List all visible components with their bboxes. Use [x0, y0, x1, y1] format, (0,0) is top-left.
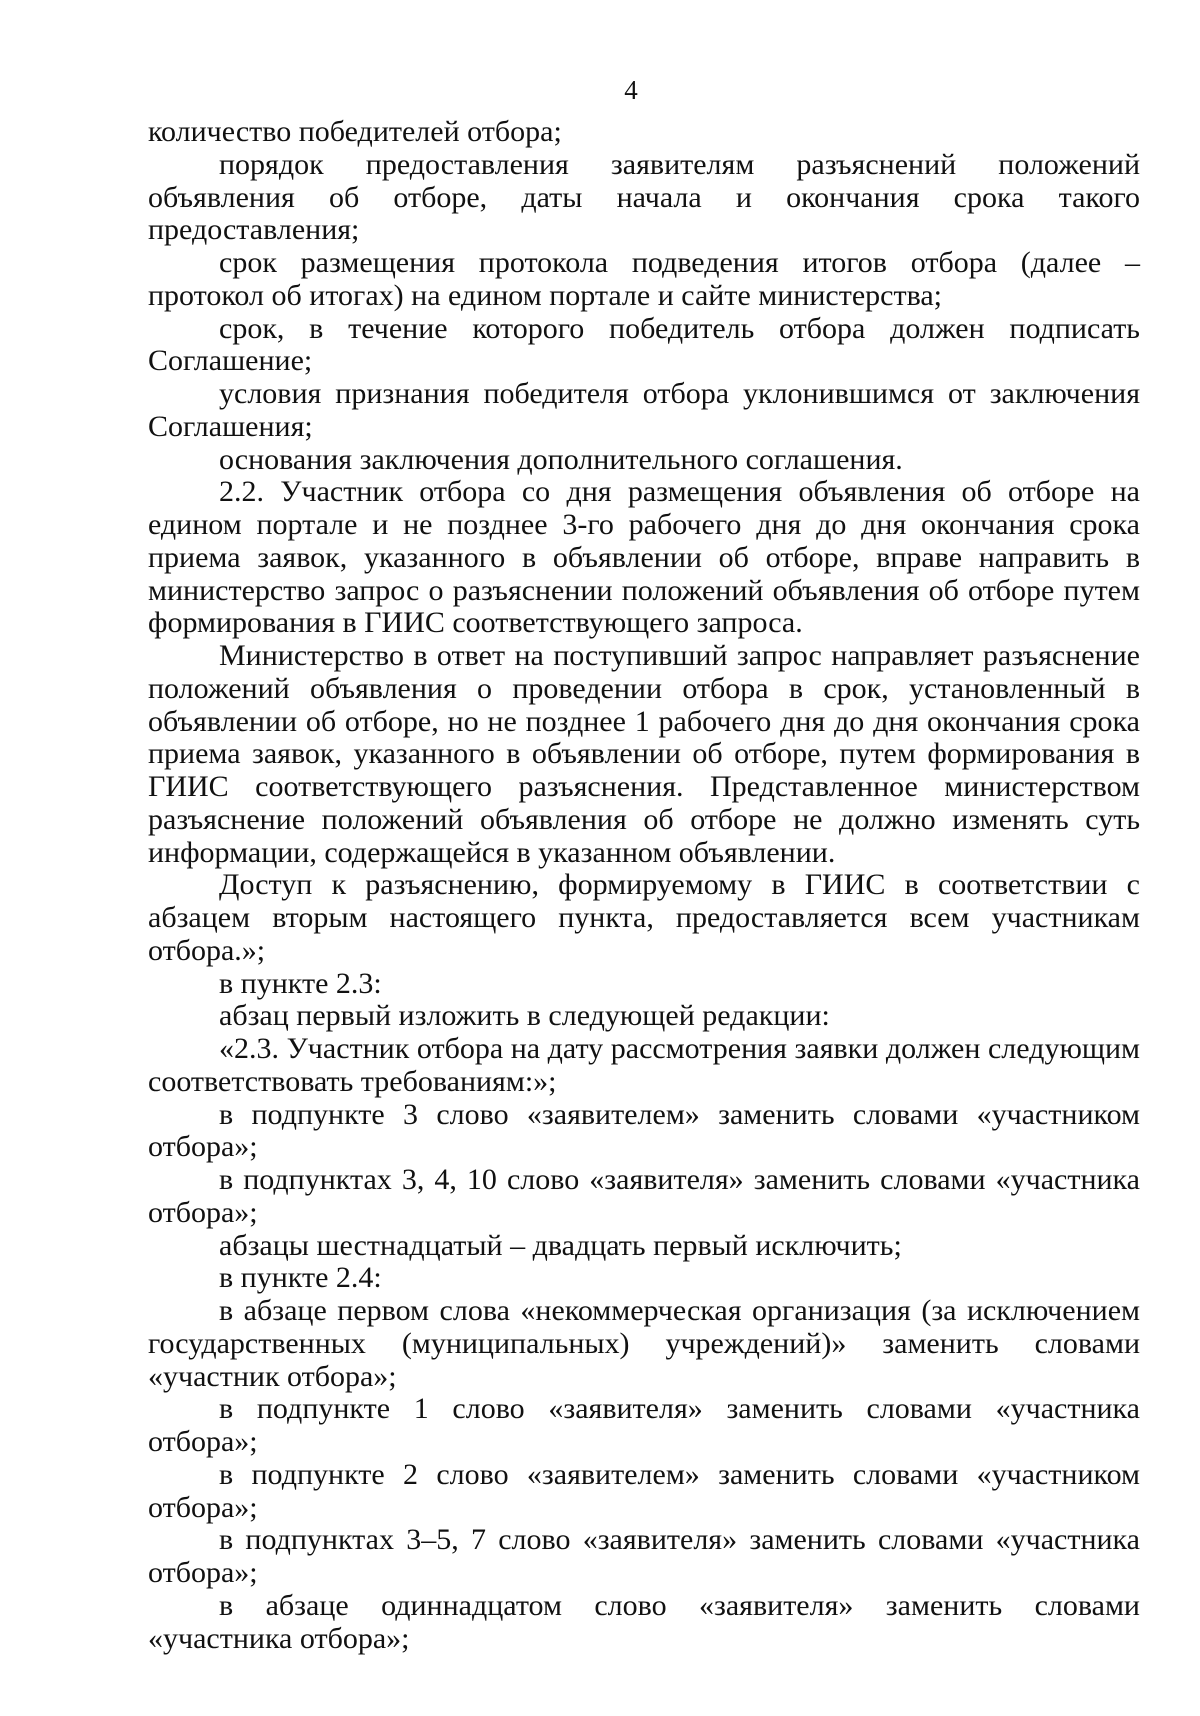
- paragraph-first-abzac-replace: в абзаце первом слова «некоммерческая организация (за исключением государственных (муниципальных) учреждений)» заменить словами «участник отбора»;: [148, 1294, 1140, 1393]
- paragraph-clause-2-4-heading: в пункте 2.4:: [219, 1261, 382, 1295]
- paragraph-subclauses-3-4-10-replace: в подпунктах 3, 4, 10 слово «заявителя» заменить словами «участника отбора»;: [148, 1163, 1140, 1229]
- paragraph-subclauses-3-5-7-replace: в подпунктах 3–5, 7 слово «заявителя» заменить словами «участника отбора»;: [148, 1523, 1140, 1589]
- paragraph-signing-term: срок, в течение которого победитель отбора должен подписать Соглашение;: [148, 311, 1140, 378]
- page-number: 4: [624, 75, 638, 105]
- paragraph-abzacs-exclude: абзацы шестнадцатый – двадцать первый исключить;: [219, 1228, 902, 1262]
- paragraph-clause-2-2: 2.2. Участник отбора со дня размещения объявления об отборе на едином портале и не позднее 3-го рабочего дня до дня окончания срока приема заявок, указанного в объявлении об отборе, вправе направить в министерство запрос о разъяснении положений объявления об отборе путем формирования в ГИИС соответствующего запроса.: [148, 475, 1140, 640]
- document-body: [148, 116, 1140, 1655]
- paragraph-subclause-1-replace: в подпункте 1 слово «заявителя» заменить словами «участника отбора»;: [148, 1392, 1140, 1458]
- paragraph-clause-2-3-heading: в пункте 2.3:: [219, 966, 382, 1000]
- paragraph-clause-2-3-text: «2.3. Участник отбора на дату рассмотрения заявки должен следующим соответствовать требованиям:»;: [148, 1032, 1140, 1098]
- paragraph-eleventh-abzac-replace: в абзаце одиннадцатом слово «заявителя» заменить словами «участника отбора»;: [148, 1588, 1140, 1655]
- paragraph-subclause-2-replace: в подпункте 2 слово «заявителем» заменить словами «участником отбора»;: [148, 1457, 1140, 1524]
- paragraph-protocol-placement: срок размещения протокола подведения итогов отбора (далее – протокол об итогах) на едином портале и сайте министерства;: [148, 246, 1140, 312]
- paragraph-clarification-procedure: порядок предоставления заявителям разъяснений положений объявления об отборе, даты начала и окончания срока такого предоставления;: [148, 147, 1140, 247]
- paragraph-subclause-3-replace: в подпункте 3 слово «заявителем» заменить словами «участником отбора»;: [148, 1097, 1140, 1164]
- paragraph-clarification-access: Доступ к разъяснению, формируемому в ГИИС в соответствии с абзацем вторым настоящего пункта, предоставляется всем участникам отбора.»;: [148, 868, 1140, 967]
- paragraph-additional-agreement: основания заключения дополнительного соглашения.: [219, 442, 903, 476]
- paragraph-evasion-conditions: условия признания победителя отбора уклонившимся от заключения Соглашения;: [148, 377, 1140, 443]
- paragraph-first-abzac-edit: абзац первый изложить в следующей редакции:: [219, 999, 830, 1033]
- paragraph-winners-count: количество победителей отбора;: [148, 115, 562, 148]
- paragraph-ministry-response: Министерство в ответ на поступивший запрос направляет разъяснение положений объявления о проведении отбора в срок, установленный в объявлении об отборе, но не позднее 1 рабочего дня до дня окончания срока приема заявок, указанного в объявлении об отборе, путем формирования в ГИИС соответствующего разъяснения. Представленное министерством разъяснение положений объявления об отборе не должно изменять суть информации, содержащейся в указанном объявлении.: [148, 639, 1140, 869]
